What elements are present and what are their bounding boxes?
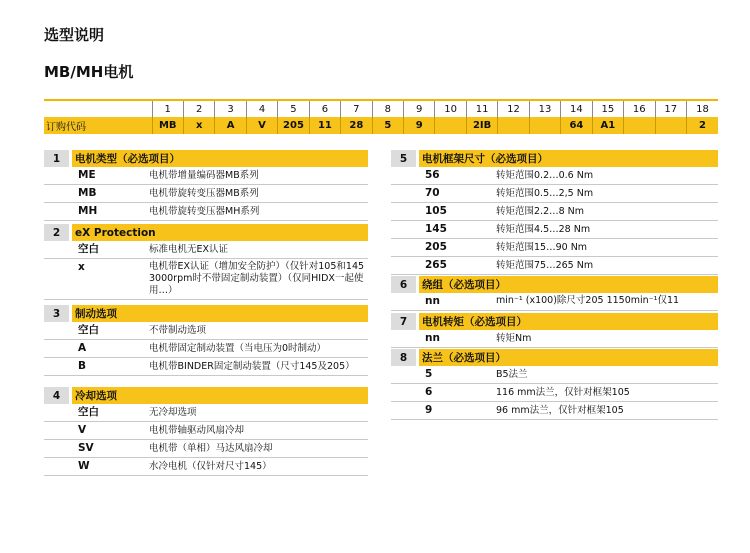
- option-code: nn: [425, 332, 440, 344]
- position-number: 9: [404, 100, 435, 117]
- code-cell: [498, 117, 529, 134]
- option-code: 5: [425, 368, 433, 380]
- section-header: [391, 150, 718, 167]
- section-title: 电机框架尺寸（必选项目）: [419, 150, 718, 167]
- section-header: [391, 349, 718, 366]
- option-description: min⁻¹ (x100)除尺寸205 1150min⁻¹仅11: [496, 295, 680, 306]
- option-code: MB: [78, 187, 97, 199]
- code-cell: [655, 117, 686, 134]
- order-code-label: 订购代码: [44, 117, 152, 134]
- option-description: 无冷却选项: [149, 407, 197, 418]
- section-motor-type: [44, 150, 368, 221]
- code-cell: [624, 117, 655, 134]
- option-row: [391, 203, 718, 221]
- option-row: [44, 259, 368, 300]
- option-code: nn: [425, 295, 440, 307]
- option-description: 电机带EX认证（增加安全防护）（仅针对105和145 3000rpm时不带固定制动装置）（仅同HIDX一起使用…）: [149, 261, 365, 296]
- option-description: 水冷电机（仅针对尺寸145）: [149, 461, 272, 472]
- code-cell: V: [246, 117, 277, 134]
- option-row: [44, 422, 368, 440]
- option-description: 电机带BINDER固定制动装置（尺寸145及205）: [149, 361, 355, 372]
- option-code: W: [78, 460, 90, 472]
- code-cell: 11: [309, 117, 340, 134]
- option-description: 转矩范围15…90 Nm: [496, 242, 588, 253]
- section-header: [44, 150, 368, 167]
- position-number: 17: [655, 100, 686, 117]
- option-description: 转矩范围0.2…0.6 Nm: [496, 170, 594, 181]
- section-brake-options: [44, 305, 368, 376]
- section-cooling-options: [44, 387, 368, 476]
- option-description: 标准电机无EX认证: [149, 244, 229, 255]
- section-motor-torque: [391, 313, 718, 348]
- option-row: [391, 293, 718, 311]
- position-number: 14: [561, 100, 592, 117]
- code-cell: 28: [341, 117, 372, 134]
- section-title: 法兰（必选项目）: [419, 349, 718, 366]
- position-number: 15: [592, 100, 623, 117]
- section-frame-size: [391, 150, 718, 275]
- option-row: [44, 322, 368, 340]
- option-code: A: [78, 342, 87, 354]
- position-number: 8: [372, 100, 403, 117]
- page-subtitle: MB/MH电机: [44, 63, 134, 81]
- option-code: x: [78, 261, 85, 273]
- option-description: 电机带轴驱动风扇冷却: [149, 425, 245, 436]
- option-code: 6: [425, 386, 433, 398]
- position-number: 18: [686, 100, 718, 117]
- option-row: [44, 167, 368, 185]
- option-row: [391, 330, 718, 348]
- section-number: 1: [44, 150, 69, 167]
- section-header: [44, 305, 368, 322]
- option-row: [391, 402, 718, 420]
- page-title: 选型说明: [44, 26, 105, 44]
- option-code: MH: [78, 205, 98, 217]
- option-code: SV: [78, 442, 94, 454]
- option-row: [391, 239, 718, 257]
- option-description: B5法兰: [496, 369, 528, 380]
- section-title: eX Protection: [72, 224, 368, 241]
- position-number: 6: [309, 100, 340, 117]
- position-row-header: [44, 100, 152, 117]
- code-cell: 2: [686, 117, 718, 134]
- option-row: [44, 358, 368, 376]
- option-description: 转矩范围75…265 Nm: [496, 260, 594, 271]
- position-row: [44, 100, 718, 117]
- section-number: 7: [391, 313, 416, 330]
- option-description: 电机带固定制动装置（当电压为0时制动）: [149, 343, 327, 354]
- option-description: 转矩范围0.5…2,5 Nm: [496, 188, 594, 199]
- option-description: 电机带旋转变压器MH系列: [149, 206, 260, 217]
- option-description: 电机带增量编码器MB系列: [149, 170, 259, 181]
- position-number: 12: [498, 100, 529, 117]
- option-row: [391, 185, 718, 203]
- option-code: 空白: [78, 324, 99, 336]
- option-code: 空白: [78, 406, 99, 418]
- option-description: 96 mm法兰，仅针对框架105: [496, 405, 624, 416]
- option-description: 电机带旋转变压器MB系列: [149, 188, 259, 199]
- option-code: 265: [425, 259, 447, 271]
- section-header: [391, 276, 718, 293]
- option-row: [391, 257, 718, 275]
- option-description: 转矩Nm: [496, 333, 532, 344]
- option-description: 电机带（单相）马达风扇冷却: [149, 443, 273, 454]
- option-code: 70: [425, 187, 440, 199]
- section-title: 冷却选项: [72, 387, 368, 404]
- section-winding: [391, 276, 718, 311]
- section-header: [44, 387, 368, 404]
- position-number: 11: [466, 100, 497, 117]
- option-row: [44, 458, 368, 476]
- option-code: 205: [425, 241, 447, 253]
- code-cell: A1: [592, 117, 623, 134]
- code-cell: [529, 117, 560, 134]
- section-header: [391, 313, 718, 330]
- order-code-table: [44, 99, 718, 134]
- option-code: ME: [78, 169, 96, 181]
- option-row: [44, 340, 368, 358]
- position-number: 3: [215, 100, 246, 117]
- position-number: 10: [435, 100, 466, 117]
- option-row: [391, 221, 718, 239]
- section-number: 2: [44, 224, 69, 241]
- code-cell: MB: [152, 117, 183, 134]
- option-row: [44, 404, 368, 422]
- code-cell: 2IB: [466, 117, 497, 134]
- option-row: [391, 384, 718, 402]
- option-code: 105: [425, 205, 447, 217]
- section-number: 8: [391, 349, 416, 366]
- option-row: [44, 241, 368, 259]
- code-cell: 205: [278, 117, 309, 134]
- code-cell: x: [183, 117, 214, 134]
- position-number: 5: [278, 100, 309, 117]
- code-cell: A: [215, 117, 246, 134]
- section-number: 3: [44, 305, 69, 322]
- position-number: 7: [341, 100, 372, 117]
- section-number: 5: [391, 150, 416, 167]
- position-number: 1: [152, 100, 183, 117]
- position-number: 16: [624, 100, 655, 117]
- section-title: 绕组（必选项目）: [419, 276, 718, 293]
- section-number: 4: [44, 387, 69, 404]
- code-cell: [435, 117, 466, 134]
- option-row: [44, 440, 368, 458]
- option-description: 转矩范围4.5…28 Nm: [496, 224, 591, 235]
- code-row: [44, 117, 718, 134]
- code-cell: 5: [372, 117, 403, 134]
- option-code: 9: [425, 404, 433, 416]
- option-code: B: [78, 360, 87, 372]
- position-number: 4: [246, 100, 277, 117]
- code-cell: 9: [404, 117, 435, 134]
- option-code: 145: [425, 223, 447, 235]
- section-title: 电机类型（必选项目）: [72, 150, 368, 167]
- section-ex-protection: [44, 224, 368, 300]
- option-row: [391, 366, 718, 384]
- option-description: 转矩范围2.2…8 Nm: [496, 206, 585, 217]
- option-row: [391, 167, 718, 185]
- option-code: 空白: [78, 243, 99, 255]
- position-number: 2: [183, 100, 214, 117]
- option-description: 不带制动选项: [149, 325, 207, 336]
- position-number: 13: [529, 100, 560, 117]
- option-description: 116 mm法兰，仅针对框架105: [496, 387, 630, 398]
- section-flange: [391, 349, 718, 420]
- option-row: [44, 203, 368, 221]
- section-number: 6: [391, 276, 416, 293]
- option-code: V: [78, 424, 87, 436]
- option-row: [44, 185, 368, 203]
- code-cell: 64: [561, 117, 592, 134]
- section-title: 制动选项: [72, 305, 368, 322]
- section-header: [44, 224, 368, 241]
- section-title: 电机转矩（必选项目）: [419, 313, 718, 330]
- option-code: 56: [425, 169, 440, 181]
